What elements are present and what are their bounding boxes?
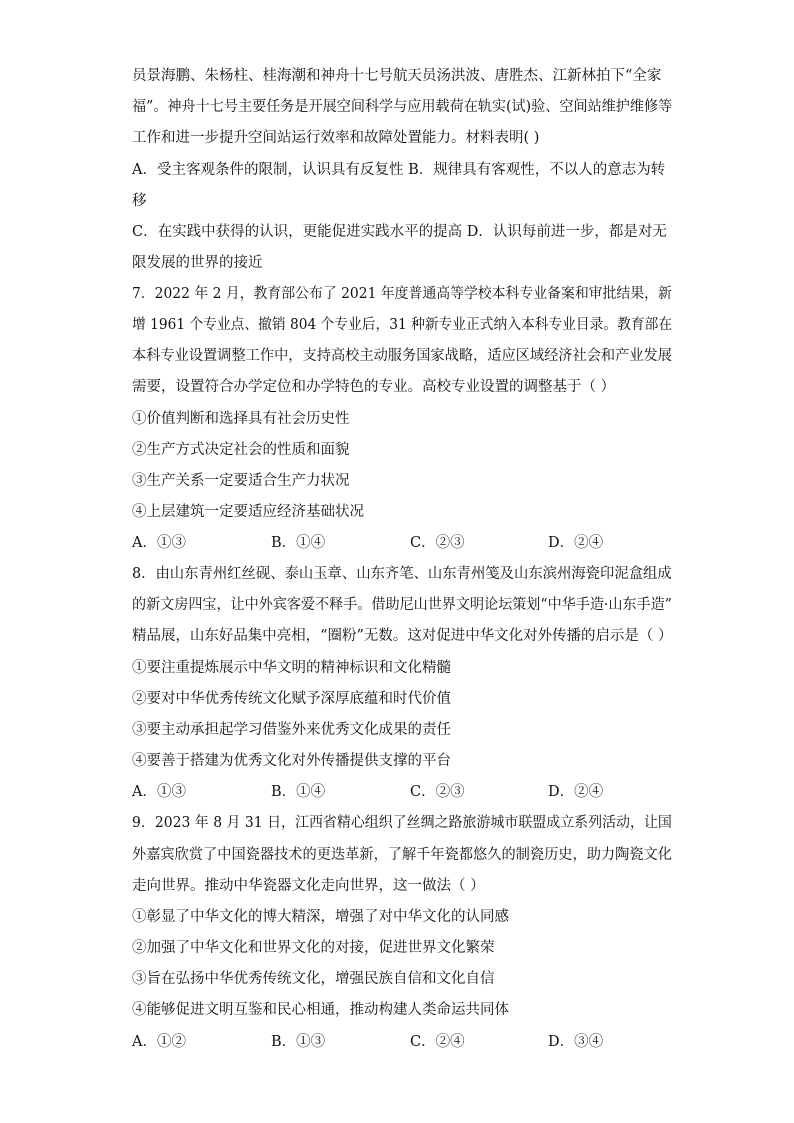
q8-option-d: D．②④	[548, 784, 604, 800]
q8-item-2: ②要对中华优秀传统文化赋予深厚底蕴和时代价值	[132, 691, 451, 707]
q8-option-b: B．①④	[271, 784, 326, 800]
q9-stem-line-1: 9．2023 年 8 月 31 日，江西省精心组织了丝绸之路旅游城市联盟成立系列活动，让国	[132, 815, 672, 831]
q7-option-c: C．②③	[410, 535, 465, 551]
q8-item-4: ④要善于搭建为优秀文化对外传播提供支撑的平台	[132, 753, 451, 769]
q9-stem-line-3: 走向世界。推动中华瓷器文化走向世界，这一做法（ ）	[132, 878, 485, 894]
q6-option-line-1: A．受主客观条件的限制，认识具有反复性 B．规律具有客观性，不以人的意志为转	[132, 162, 666, 178]
q9-item-2: ②加强了中华文化和世界文化的对接，促进世界文化繁荣	[132, 940, 495, 956]
q9-option-b: B．①③	[271, 1034, 326, 1050]
q6-option-line-2: 移	[132, 193, 147, 209]
q9-item-3: ③旨在弘扬中华优秀传统文化，增强民族自信和文化自信	[132, 971, 495, 987]
q8-option-a: A．①③	[132, 784, 186, 800]
q7-item-4: ④上层建筑一定要适应经济基础状况	[132, 504, 364, 520]
q9-item-1: ①彰显了中华文化的博大精深，增强了对中华文化的认同感	[132, 909, 509, 925]
q6-line-2: 福”。神舟十七号主要任务是开展空间科学与应用载荷在轨实(试)验、空间站维护维修等	[132, 99, 673, 115]
q9-stem-line-2: 外嘉宾欣赏了中国瓷器技术的更迭革新，了解千年瓷都悠久的制瓷历史，助力陶瓷文化	[132, 847, 672, 863]
q8-option-c: C．②③	[410, 784, 465, 800]
q9-option-c: C．②④	[410, 1034, 465, 1050]
q8-item-3: ③要主动承担起学习借鉴外来优秀文化成果的责任	[132, 722, 451, 738]
q9-option-a: A．①②	[132, 1034, 186, 1050]
q7-stem-line-2: 增 1961 个专业点、撤销 804 个专业后，31 种新专业正式纳入本科专业目录。教育部在	[132, 317, 673, 333]
q6-line-1: 员景海鹏、朱杨柱、桂海潮和神舟十七号航天员汤洪波、唐胜杰、江新林拍下“全家	[132, 68, 662, 84]
q6-option-line-3: C．在实践中获得的认识，更能促进实践水平的提高 D．认识每前进一步，都是对无	[132, 224, 667, 240]
q7-stem-line-4: 需要，设置符合办学定位和办学特色的专业。高校专业设置的调整基于（ ）	[132, 379, 616, 395]
q8-stem-line-2: 的新文房四宝，让中外宾客爱不释手。借助尼山世界文明论坛策划“中华手造·山东手造”	[132, 597, 672, 613]
q7-item-3: ③生产关系一定要适合生产力状况	[132, 473, 350, 489]
q7-option-b: B．①④	[271, 535, 326, 551]
q6-option-line-4: 限发展的世界的接近	[132, 255, 263, 271]
q7-stem-line-1: 7．2022 年 2 月，教育部公布了 2021 年度普通高等学校本科专业备案和审批结果，新	[132, 286, 672, 302]
q9-option-d: D．③④	[548, 1034, 604, 1050]
q7-option-d: D．②④	[548, 535, 604, 551]
q7-option-a: A．①③	[132, 535, 186, 551]
q7-item-1: ①价值判断和选择具有社会历史性	[132, 411, 350, 427]
q8-stem-line-1: 8．由山东青州红丝砚、泰山玉章、山东齐笔、山东青州笺及山东滨州海瓷印泥盒组成	[132, 566, 672, 582]
q6-line-3: 工作和进一步提升空间站运行效率和故障处置能力。材料表明( )	[132, 130, 540, 146]
q7-stem-line-3: 本科专业设置调整工作中，支持高校主动服务国家战略，适应区域经济社会和产业发展	[132, 348, 672, 364]
q7-item-2: ②生产方式决定社会的性质和面貌	[132, 442, 350, 458]
q8-stem-line-3: 精品展，山东好品集中亮相，“圈粉”无数。这对促进中华文化对外传播的启示是（ ）	[132, 628, 673, 644]
q8-item-1: ①要注重提炼展示中华文明的精神标识和文化精髓	[132, 660, 451, 676]
q9-item-4: ④能够促进文明互鉴和民心相通，推动构建人类命运共同体	[132, 1002, 509, 1018]
